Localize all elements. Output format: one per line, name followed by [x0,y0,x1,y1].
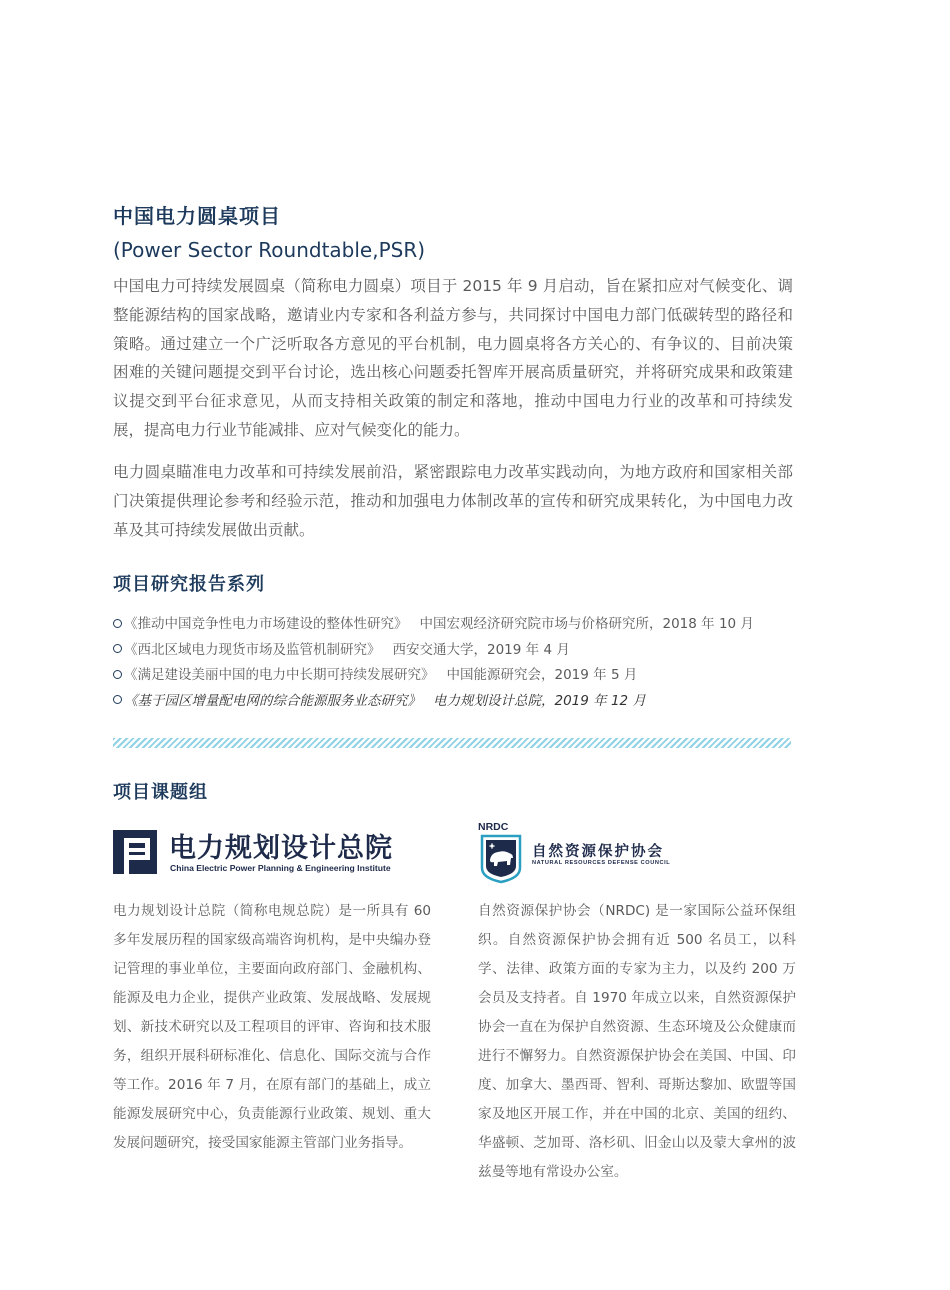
ring-bullet-icon [113,644,122,653]
report-item [113,689,813,715]
project-title-en: (Power Sector Roundtable,PSR) [113,238,426,262]
ring-bullet-icon [113,695,122,704]
nrdc-logo-english: NATURAL RESOURCES DEFENSE COUNCIL [532,860,671,866]
eppei-logo-english: China Electric Power Planning & Engineering Institute [170,863,391,873]
report-item [113,638,813,664]
report-org: 电力规划设计总院，2019 年 12 月 [433,692,646,709]
project-intro-paragraph: 中国电力可持续发展圆桌（简称电力圆桌）项目于 2015 年 9 月启动，旨在紧扣应对气候变化、调整能源结构的国家战略，邀请业内专家和各利益方参与，共同探讨中国电力部门低碳转型的路径和策略。通过建立一个广泛听取各方意见的平台机制，电力圆桌将各方关心的、有争议的、目前决策困难的关键问题提交到平台讨论，选出核心问题委托智库开展高质量研究，并将研究成果和政策建议提交到平台征求意见，从而支持相关政策的制定和落地，推动中国电力行业的改革和可持续发展，提高电力行业节能减排、应对气候变化的能力。 [113,277,793,439]
report-org: 西安交通大学，2019 年 4 月 [392,641,570,658]
eppei-description: 电力规划设计总院（简称电规总院）是一所具有 60 多年发展历程的国家级高端咨询机构，是中央编办登记管理的事业单位，主要面向政府部门、金融机构、能源及电力企业，提供产业政策、发展战略、发展规划、新技术研究以及工程项目的评审、咨询和技术服务，组织开展科研标准化、信息化、国际交流与合作等工作。2016 年 7 月，在原有部门的基础上，成立能源发展研究中心，负责能源行业政策、规划、重大发展问题研究，接受国家能源主管部门业务指导。 [113,903,431,1151]
eppei-logo [113,828,403,878]
nrdc-bear-badge-icon [478,820,526,884]
hatched-divider [113,738,791,748]
ring-bullet-icon [113,619,122,628]
report-title: 《基于园区增量配电网的综合能源服务业态研究》 [124,692,421,709]
eppei-logo-name: 电力规划设计总院 [169,833,393,864]
report-item [113,612,813,638]
report-title: 《推动中国竞争性电力市场建设的整体性研究》 [124,616,408,632]
nrdc-logo [478,820,738,886]
report-title: 《西北区域电力现货市场及监管机制研究》 [124,641,381,658]
groups-section-title: 项目课题组 [113,782,208,803]
nrdc-logo-name: 自然资源保护协会 [532,844,664,860]
report-title: 《满足建设美丽中国的电力中长期可持续发展研究》 [124,667,435,683]
reports-section-title: 项目研究报告系列 [113,574,265,595]
report-org: 中国能源研究会，2019 年 5 月 [446,667,638,683]
project-title-cn: 中国电力圆桌项目 [113,204,281,228]
report-item [113,663,813,689]
ring-bullet-icon [113,670,122,679]
report-org: 中国宏观经济研究院市场与价格研究所，2018 年 10 月 [419,616,754,632]
report-list [113,612,813,714]
eppei-logo-mark-icon [113,830,157,874]
nrdc-description: 自然资源保护协会（NRDC) 是一家国际公益环保组织。自然资源保护协会拥有近 500 名员工，以科学、法律、政策方面的专家为主力，以及约 200 万会员及支持者。自 1970 年成立以来，自然资源保护协会一直在为保护自然资源、生态环境及公众健康而进行不懈努力。自然资源保护协会在美国、中国、印度、加拿大、墨西哥、智利、哥斯达黎加、欧盟等国家及地区开展工作，并在中国的北京、美国的纽约、华盛顿、芝加哥、洛杉矶、旧金山以及蒙大拿州的波兹曼等地有常设办公室。 [478,903,796,1180]
nrdc-abbr-text: NRDC [478,821,509,833]
project-mission-paragraph: 电力圆桌瞄准电力改革和可持续发展前沿，紧密跟踪电力改革实践动向，为地方政府和国家相关部门决策提供理论参考和经验示范，推动和加强电力体制改革的宣传和研究成果转化，为中国电力改革及其可持续发展做出贡献。 [113,463,793,539]
